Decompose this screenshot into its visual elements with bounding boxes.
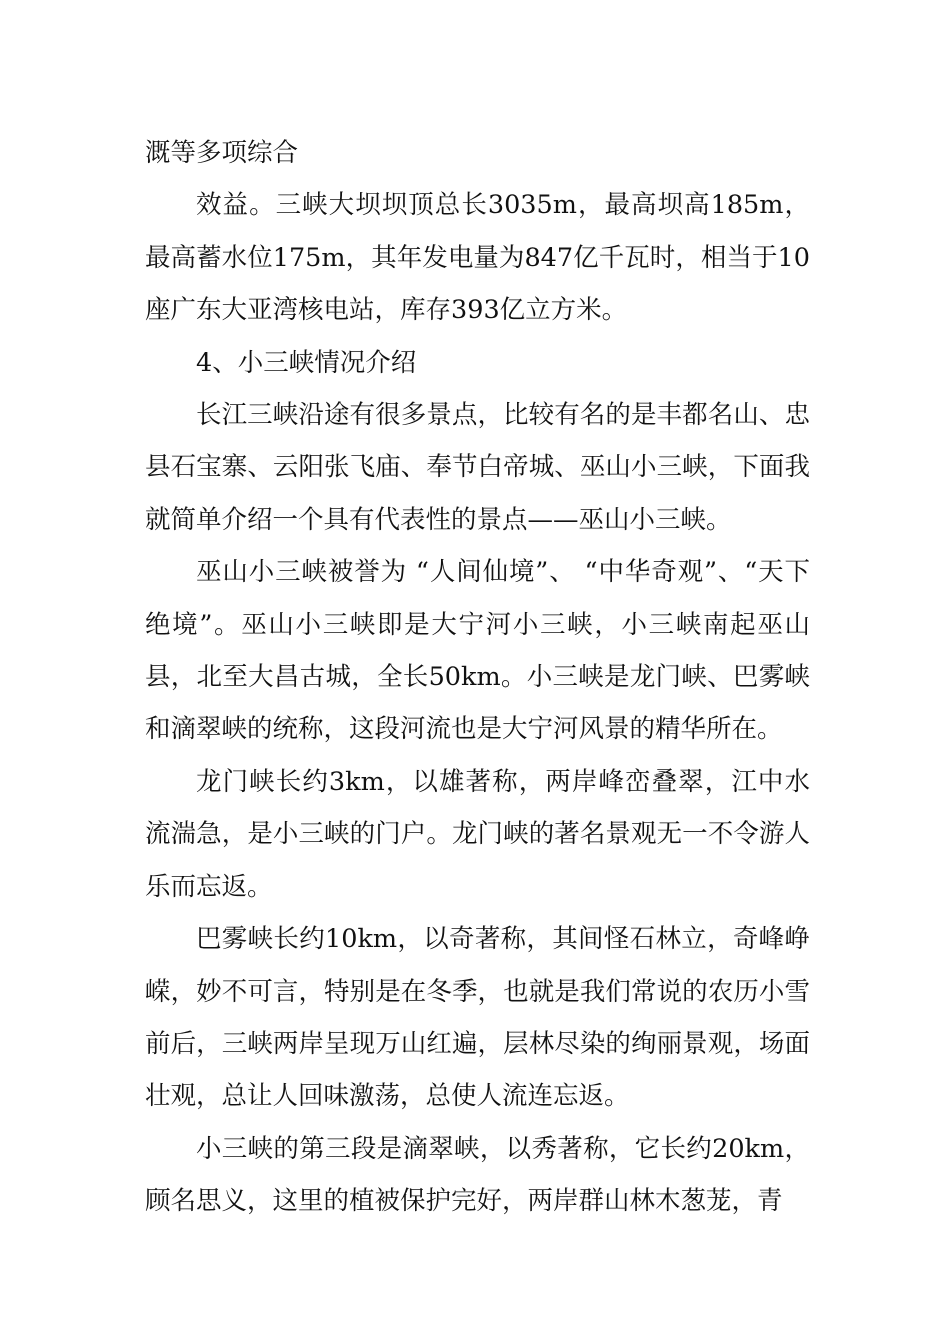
section-heading-little-three-gorges: 4、小三峡情况介绍 bbox=[196, 347, 417, 378]
paragraph-dicui-gorge: 小三峡的第三段是滴翠峡，以秀著称，它长约20km，顾名思义，这里的植被保护完好，两岸群山林木葱茏，青 bbox=[145, 1133, 810, 1217]
paragraph-dam-stats: 效益。三峡大坝坝顶总长3035m，最高坝高185m，最高蓄水位175m，其年发电量为847亿千瓦时，相当于10座广东大亚湾核电站，库存393亿立方米。 bbox=[145, 190, 810, 326]
paragraph-wushan-intro: 巫山小三峡被誉为 “人间仙境”、 “中华奇观”、“天下绝境”。巫山小三峡即是大宁河小三峡，小三峡南起巫山县，北至大昌古城，全长50km。小三峡是龙门峡、巴雾峡和滴翠峡的统称，这段河流也是大宁河风景的精华所在。 bbox=[145, 557, 810, 745]
paragraph-longmen-gorge: 龙门峡长约3km，以雄著称，两岸峰峦叠翠，江中水流湍急，是小三峡的门户。龙门峡的著名景观无一不令游人乐而忘返。 bbox=[145, 766, 810, 902]
paragraph-scenic-spots: 长江三峡沿途有很多景点，比较有名的是丰都名山、忠县石宝寨、云阳张飞庙、奉节白帝城、巫山小三峡，下面我就简单介绍一个具有代表性的景点——巫山小三峡。 bbox=[145, 400, 810, 535]
paragraph-bawu-gorge: 巴雾峡长约10km，以奇著称，其间怪石林立，奇峰峥嵘，妙不可言，特别是在冬季，也就是我们常说的农历小雪前后，三峡两岸呈现万山红遍，层林尽染的绚丽景观，场面壮观，总让人回味激荡，总使人流连忘返。 bbox=[145, 924, 810, 1112]
paragraph-continuation: 溉等多项综合 bbox=[145, 138, 299, 168]
document-body bbox=[145, 127, 810, 1228]
